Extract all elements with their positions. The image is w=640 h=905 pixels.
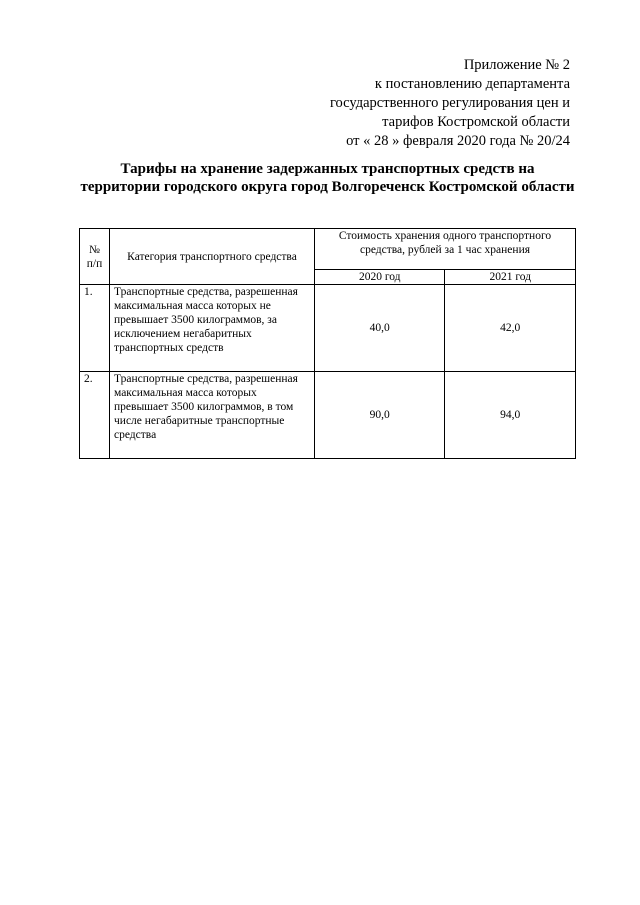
appendix-line-2: к постановлению департамента	[374, 76, 570, 92]
header-year-2020: 2020 год	[315, 270, 445, 285]
tariff-table	[79, 228, 576, 459]
row-value-2020: 90,0	[315, 372, 445, 459]
header-number: № п/п	[80, 229, 110, 285]
row-category: Транспортные средства, разрешенная максимальная масса которых не превышает 3500 килограммов, за исключением негабаритных транспортных средств	[110, 285, 315, 372]
row-value-2020: 40,0	[315, 285, 445, 372]
appendix-block	[270, 56, 570, 151]
header-storage-cost: Стоимость хранения одного транспортного средства, рублей за 1 час хранения	[315, 229, 576, 270]
appendix-line-3: государственного регулирования цен и	[329, 95, 570, 111]
table-row	[80, 372, 576, 459]
row-value-2021: 42,0	[445, 285, 576, 372]
document-title: Тарифы на хранение задержанных транспортных средств на территории городского округа город Волгореченск Костромской области	[80, 161, 575, 195]
appendix-line-4: тарифов Костромской области	[382, 114, 570, 130]
appendix-line-5: от « 28 » февраля 2020 года № 20/24	[346, 133, 570, 149]
row-number: 1.	[80, 285, 110, 372]
header-category: Категория транспортного средства	[110, 229, 315, 285]
header-year-2021: 2021 год	[445, 270, 576, 285]
row-value-2021: 94,0	[445, 372, 576, 459]
row-number: 2.	[80, 372, 110, 459]
table-row	[80, 285, 576, 372]
row-category: Транспортные средства, разрешенная максимальная масса которых превышает 3500 килограммов, в том числе негабаритные транспортные средства	[110, 372, 315, 459]
appendix-line-1: Приложение № 2	[463, 57, 570, 73]
